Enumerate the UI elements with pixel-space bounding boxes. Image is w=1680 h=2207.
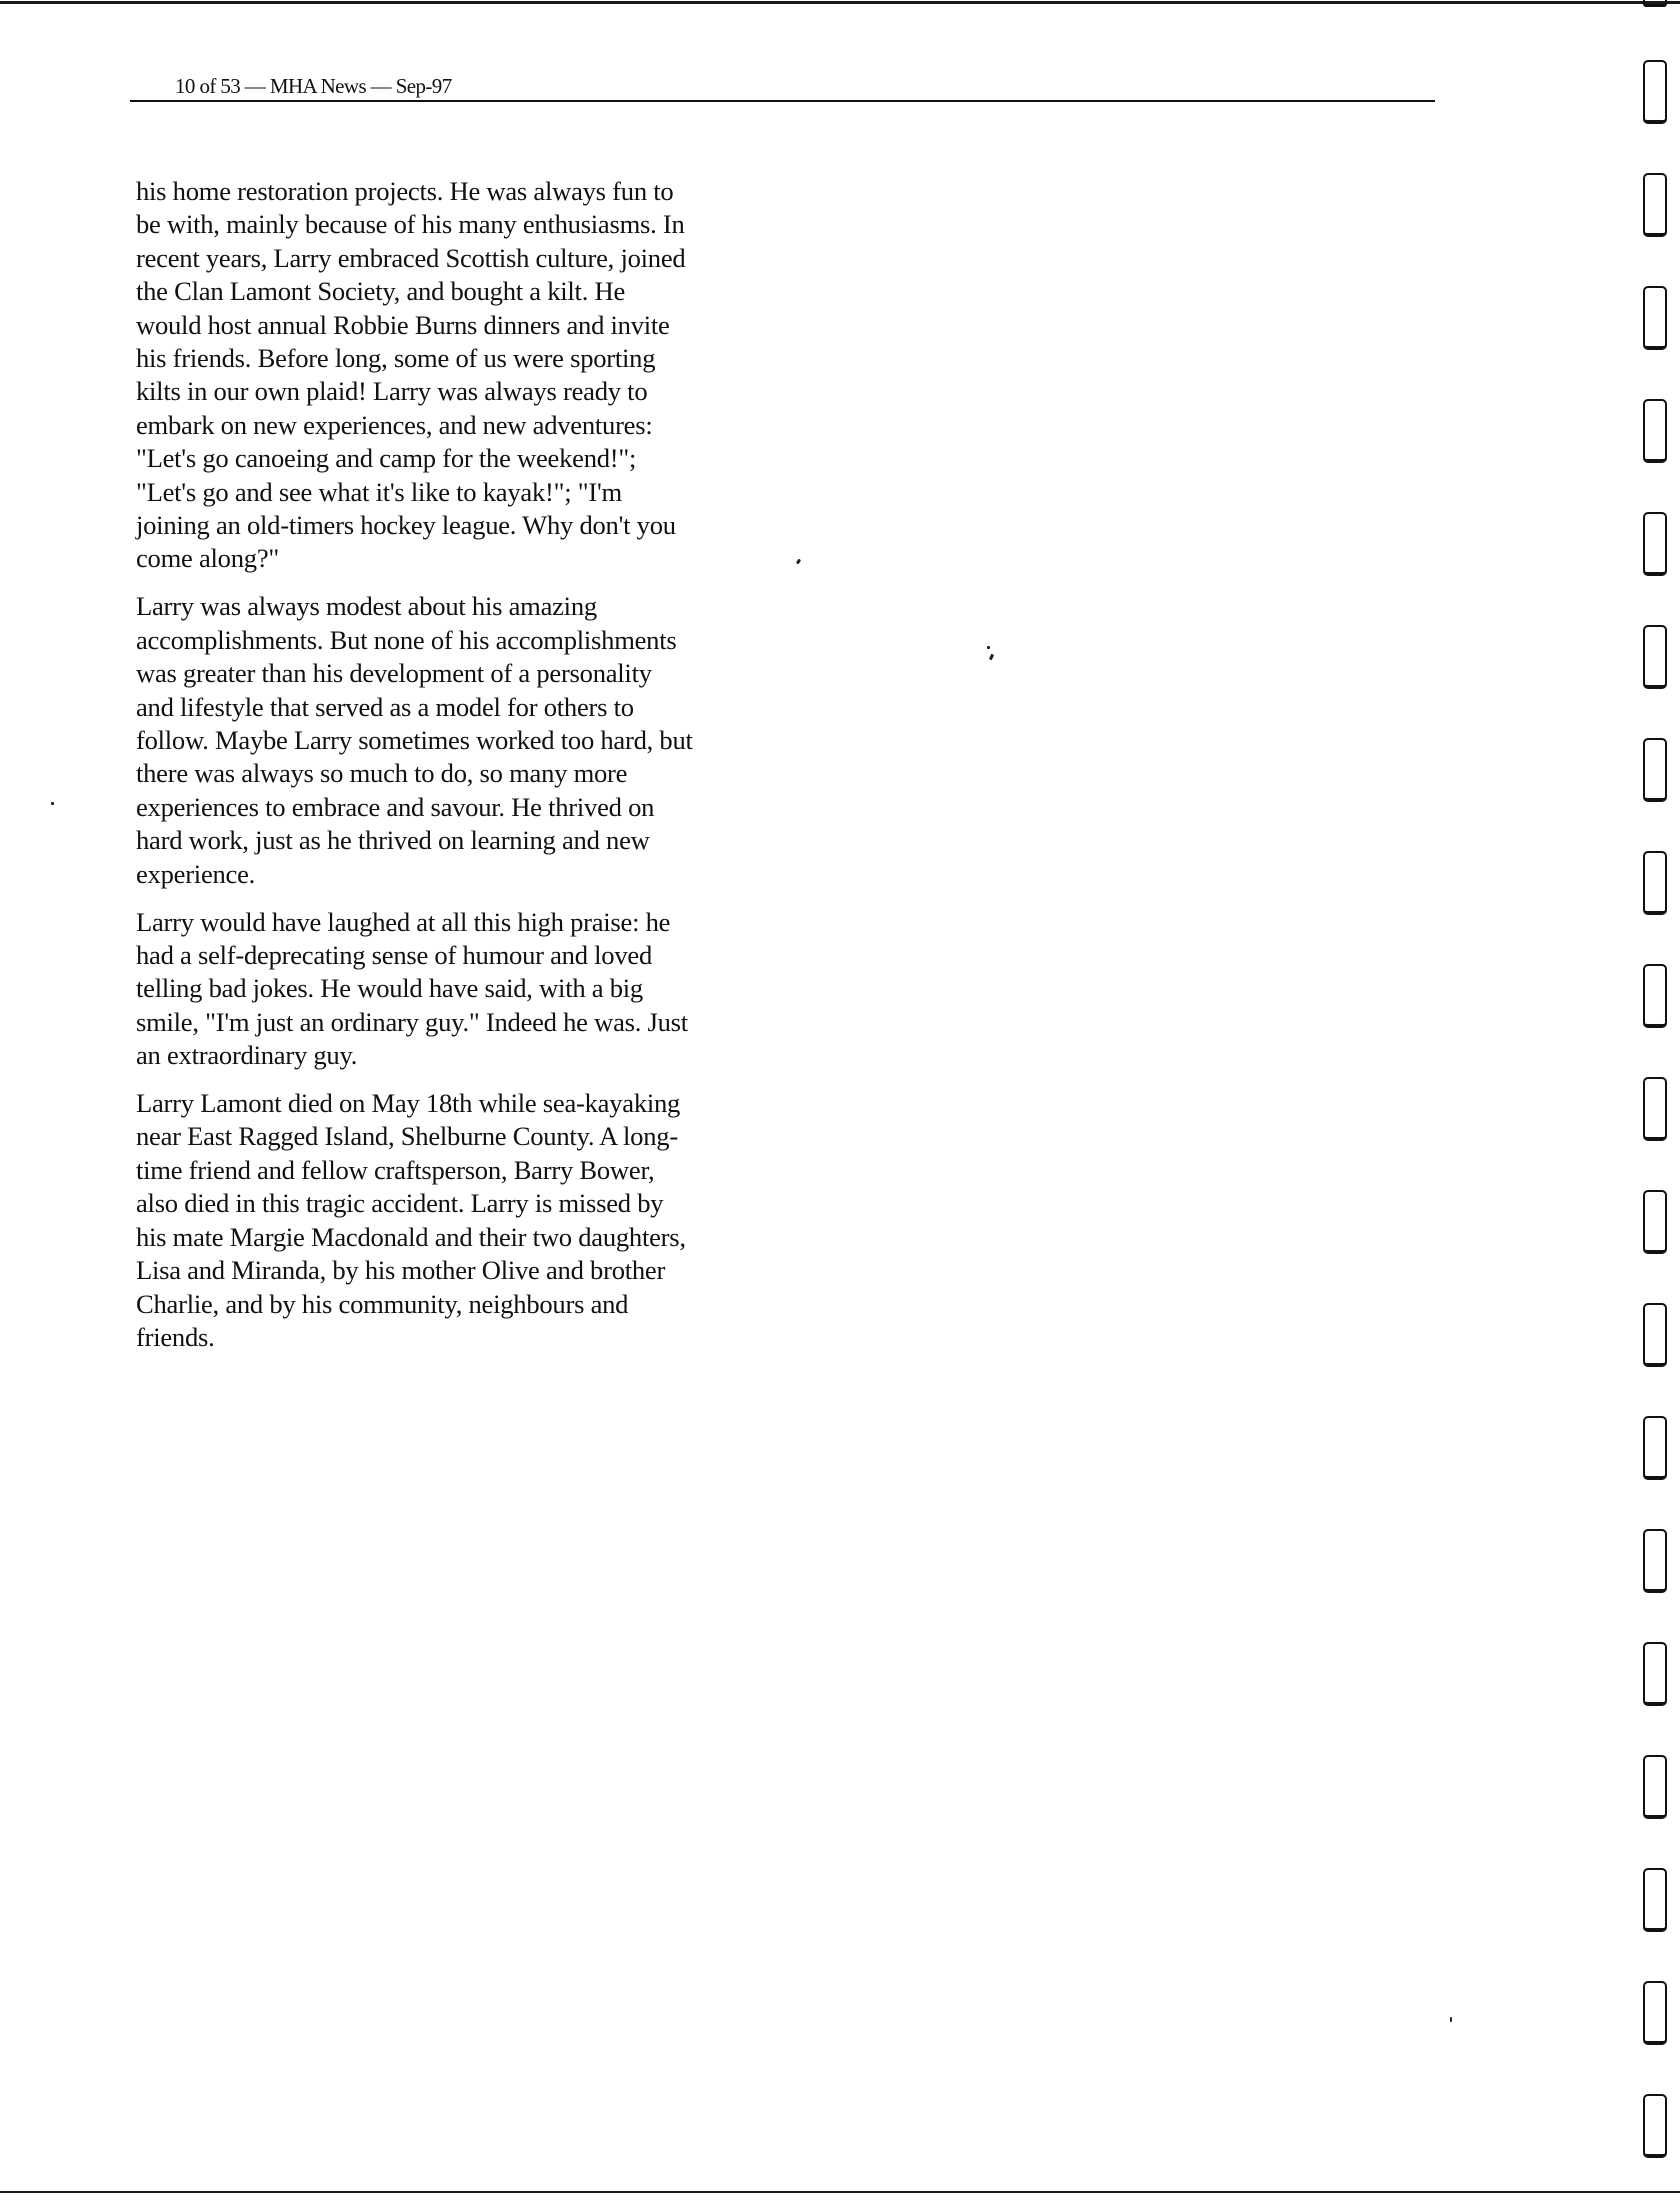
text-line: recent years, Larry embraced Scottish culture, joined xyxy=(136,242,686,273)
text-line: the Clan Lamont Society, and bought a kilt. He xyxy=(136,276,626,307)
scan-speck xyxy=(989,654,994,661)
scan-speck xyxy=(1450,2017,1452,2022)
binder-hole-icon xyxy=(1643,1303,1667,1367)
article-column xyxy=(136,175,756,1369)
text-line: time friend and fellow craftsperson, Barry Bower, xyxy=(136,1154,655,1185)
binder-hole-icon xyxy=(1643,625,1667,689)
text-line: and lifestyle that served as a model for others to xyxy=(136,691,634,722)
text-line: Larry would have laughed at all this high praise: he xyxy=(136,906,671,937)
paragraph-3 xyxy=(136,906,756,1073)
binder-hole-icon xyxy=(1643,1190,1667,1254)
text-line: hard work, just as he thrived on learning and new xyxy=(136,825,650,856)
binder-hole-icon xyxy=(1643,738,1667,802)
text-line: smile, "I'm just an ordinary guy." Indeed he was. Just xyxy=(136,1006,688,1037)
binder-hole-icon xyxy=(1643,1755,1667,1819)
text-line: "Let's go canoeing and camp for the weekend!"; xyxy=(136,443,637,474)
text-line: there was always so much to do, so many more xyxy=(136,758,628,789)
binder-hole-icon xyxy=(1643,173,1667,237)
scan-top-edge xyxy=(0,1,1680,4)
text-line: also died in this tragic accident. Larry is missed by xyxy=(136,1188,664,1219)
text-line: Charlie, and by his community, neighbours and xyxy=(136,1288,629,1319)
binder-hole-icon xyxy=(1643,286,1667,350)
scan-speck xyxy=(51,802,54,805)
running-head: 10 of 53 — MHA News — Sep-97 xyxy=(175,74,452,98)
binder-hole-icon xyxy=(1643,2094,1667,2158)
text-line: joining an old-timers hockey league. Why don't you xyxy=(136,510,676,541)
text-line: "Let's go and see what it's like to kayak!"; "I'm xyxy=(136,476,622,507)
text-line: would host annual Robbie Burns dinners and invite xyxy=(136,309,670,340)
text-line: kilts in our own plaid! Larry was always ready to xyxy=(136,376,648,407)
text-line: Larry was always modest about his amazing xyxy=(136,591,597,622)
text-line: embark on new experiences, and new adventures: xyxy=(136,409,653,440)
text-line: Lisa and Miranda, by his mother Olive and brother xyxy=(136,1255,666,1286)
scan-bottom-edge xyxy=(0,2191,1680,2193)
paragraph-4 xyxy=(136,1087,756,1354)
text-line: experience. xyxy=(136,858,256,889)
text-line: accomplishments. But none of his accomplishments xyxy=(136,624,677,655)
text-line: be with, mainly because of his many enthusiasms. In xyxy=(136,209,685,240)
scan-speck xyxy=(987,646,990,649)
text-line: his home restoration projects. He was always fun to xyxy=(136,176,674,206)
text-line: experiences to embrace and savour. He thrived on xyxy=(136,791,655,822)
binder-hole-icon xyxy=(1643,1416,1667,1480)
text-line: his friends. Before long, some of us were sporting xyxy=(136,343,656,374)
text-line: his mate Margie Macdonald and their two daughters, xyxy=(136,1221,686,1252)
text-line: near East Ragged Island, Shelburne County. A long- xyxy=(136,1121,678,1152)
text-line: Larry Lamont died on May 18th while sea-kayaking xyxy=(136,1088,681,1119)
binder-hole-icon xyxy=(1643,1529,1667,1593)
text-line: an extraordinary guy. xyxy=(136,1040,358,1071)
text-line: telling bad jokes. He would have said, with a big xyxy=(136,973,643,1004)
text-line: was greater than his development of a personality xyxy=(136,658,652,689)
paragraph-2 xyxy=(136,590,756,891)
paragraph-1 xyxy=(136,175,756,576)
scan-speck xyxy=(796,559,801,565)
binder-hole-icon xyxy=(1643,851,1667,915)
text-line: follow. Maybe Larry sometimes worked too hard, but xyxy=(136,725,693,755)
text-line: come along?" xyxy=(136,543,279,574)
text-line: friends. xyxy=(136,1321,215,1352)
binder-hole-icon xyxy=(1643,399,1667,463)
text-line: had a self-deprecating sense of humour and loved xyxy=(136,939,652,970)
binder-hole-icon xyxy=(1643,1642,1667,1706)
binder-hole-icon xyxy=(1643,964,1667,1028)
header-rule xyxy=(130,100,1435,102)
binder-hole-icon xyxy=(1643,512,1667,576)
binder-hole-icon xyxy=(1643,60,1667,124)
binder-hole-icon xyxy=(1643,0,1667,7)
binder-hole-icon xyxy=(1643,1077,1667,1141)
binder-hole-icon xyxy=(1643,1981,1667,2045)
binder-hole-icon xyxy=(1643,1868,1667,1932)
